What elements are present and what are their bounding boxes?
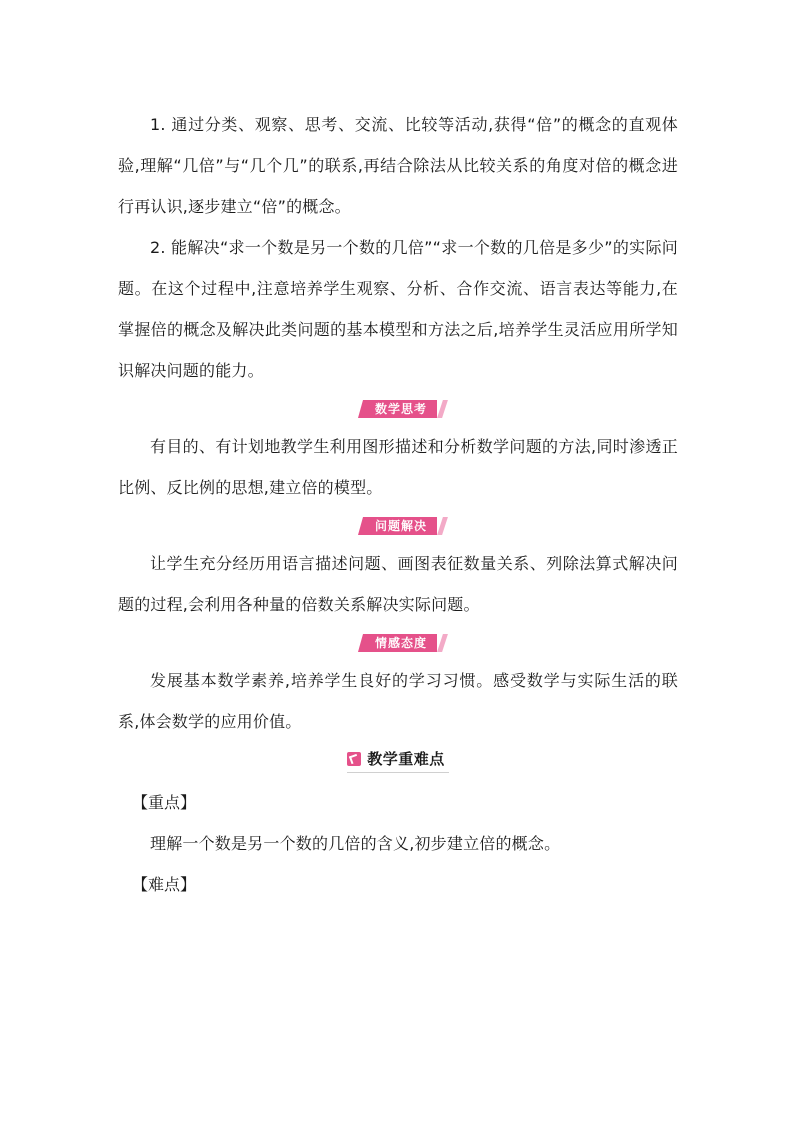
attitude-paragraph: 发展基本数学素养,培养学生良好的学习习惯。感受数学与实际生活的联系,体会数学的应用价值。	[118, 671, 678, 731]
thinking-paragraph: 有目的、有计划地教学生利用图形描述和分析数学问题的方法,同时渗透正比例、反比例的思想,建立倍的模型。	[118, 437, 678, 497]
tag-math-thinking: 数学思考	[363, 400, 437, 418]
goal-paragraph-1: 1. 通过分类、观察、思考、交流、比较等活动,获得“倍”的概念的直观体验,理解“几倍”与“几个几”的联系,再结合除法从比较关系的角度对倍的概念进行再认识,逐步建立“倍”的概念。	[118, 115, 678, 216]
tag-row-thinking	[118, 398, 678, 420]
problem-solving-paragraph: 让学生充分经历用语言描述问题、画图表征数量关系、列除法算式解决问题的过程,会利用各种量的倍数关系解决实际问题。	[118, 554, 678, 614]
document-body	[118, 104, 678, 905]
goal-paragraph-2: 2. 能解决“求一个数是另一个数的几倍”“求一个数的几倍是多少”的实际问题。在这个过程中,注意培养学生观察、分析、合作交流、语言表达等能力,在掌握倍的概念及解决此类问题的基本模型和方法之后,培养学生灵活应用所学知识解决问题的能力。	[118, 238, 678, 380]
section-title: 教学重难点	[367, 750, 445, 768]
section-marker-icon	[347, 752, 361, 766]
section-heading-row	[118, 746, 678, 776]
difficult-point-label: 【难点】	[132, 875, 197, 894]
tag-row-attitude	[118, 632, 678, 654]
tag-problem-solving: 问题解决	[363, 517, 437, 535]
key-point-label: 【重点】	[132, 793, 197, 812]
tag-emotional-attitude: 情感态度	[363, 634, 437, 652]
tag-row-problem-solving	[118, 515, 678, 537]
section-heading	[347, 746, 449, 773]
key-point-paragraph: 理解一个数是另一个数的几倍的含义,初步建立倍的概念。	[150, 834, 561, 853]
